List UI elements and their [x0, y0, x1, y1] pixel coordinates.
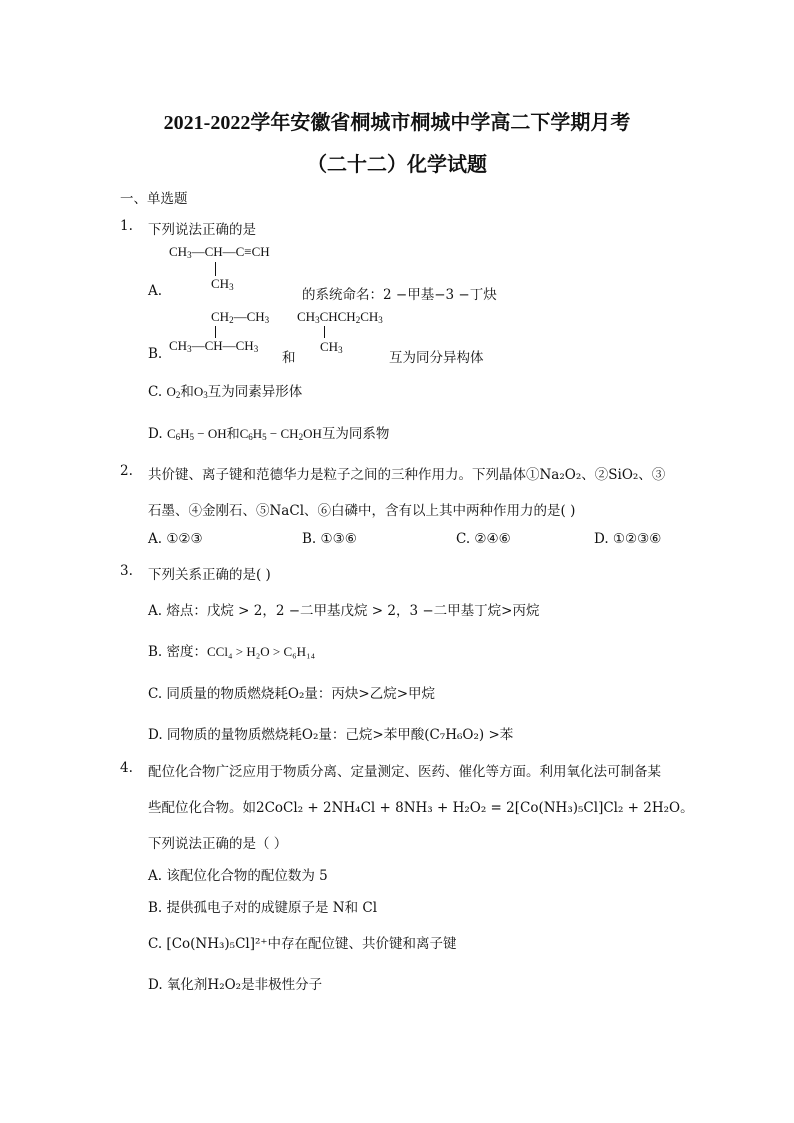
q4-stem-line3: 下列说法正确的是（ ） [148, 836, 288, 852]
page-title-line2: （二十二）化学试题 [307, 154, 487, 176]
q1b-structure1-top: $CH_2—CH_3$ [211, 309, 270, 325]
q3-number: 3. [120, 563, 133, 579]
q4-option-c: C. [Co(NH₃)₅Cl]²⁺中存在配位键、共价键和离子键 [148, 936, 457, 952]
q1-stem: 下列说法正确的是 [148, 222, 256, 238]
q2-option-d: D. ①②③⑥ [594, 531, 662, 547]
q4-stem-line2: 些配位化合物。如2CoCl₂ + 2NH₄Cl + 8NH₃ + H₂O₂ = 2[Co(NH₃)₅Cl]Cl₂ + 2H₂O。 [148, 800, 694, 816]
page-title-line1: 2021-2022学年安徽省桐城市桐城中学高二下学期月考 [163, 112, 631, 134]
q4-option-b: B. 提供孤电子对的成键原子是 N和 Cl [148, 900, 378, 916]
q1-option-d [148, 422, 389, 442]
q2-number: 2. [120, 463, 133, 479]
q1-option-c-label: C. [148, 384, 163, 400]
q2-stem-line1: 共价键、离子键和范德华力是粒子之间的三种作用力。下列晶体①Na₂O₂、②SiO₂、③ [148, 467, 666, 483]
q2-option-a: A. ①②③ [148, 531, 203, 547]
q2-option-b: B. ①③⑥ [302, 531, 357, 547]
q4-stem-line1: 配位化合物广泛应用于物质分离、定量测定、医药、催化等方面。利用氧化法可制备某 [148, 764, 661, 780]
q1-option-d-label: D. [148, 426, 163, 442]
q1a-structure-methyl: $CH_3$ [211, 276, 234, 292]
q1a-structure-top: $CH_3—CH—C\equiv CH$ [169, 244, 270, 260]
q1b-bond1 [215, 326, 216, 338]
q1b-structure2-main: $CH_3CHCH_2CH_3$ [297, 309, 383, 325]
q3-stem: 下列关系正确的是( ) [148, 567, 271, 583]
q1-option-b-text: 互为同分异构体 [389, 350, 484, 366]
q3-option-a: A. 熔点：戊烷 > 2，2 −二甲基戊烷 > 2，3 −二甲基丁烷>丙烷 [148, 603, 540, 619]
q1-option-c-text: 互为同素异形体 [207, 384, 303, 400]
q1-option-a-text: 的系统命名：2 −甲基−3 −丁炔 [302, 287, 497, 303]
q3-option-b-formula: CCl₄ > H₂O > C₆H₁₄ [207, 644, 316, 659]
q1-option-b-and: 和 [282, 350, 296, 366]
q3-option-c: C. 同质量的物质燃烧耗O₂量：丙炔>乙烷>甲烷 [148, 686, 436, 702]
q1b-structure1-main: $CH_3—CH—CH_3$ [169, 338, 259, 354]
q4-number: 4. [120, 760, 133, 776]
q2-option-c: C. ②④⑥ [456, 531, 511, 547]
q1a-bond [215, 262, 216, 276]
q4-option-d: D. 氧化剂H₂O₂是非极性分子 [148, 977, 323, 993]
q1-option-d-text: 互为同系物 [321, 426, 390, 442]
q1-option-c-mid: 和 [180, 384, 194, 400]
q1-option-a-label: A. [148, 283, 163, 299]
section-heading: 一、单选题 [120, 191, 188, 207]
q1-option-b-label: B. [148, 346, 163, 362]
q1b-structure2-methyl: $CH_3$ [320, 339, 343, 355]
q1b-bond2 [324, 326, 325, 338]
q3-option-b-label: B. 密度： [148, 644, 208, 660]
q1-option-c-formula1: $O_2$ [166, 384, 181, 400]
q1-option-c-formula2: $O_3$ [193, 384, 208, 400]
q4-option-a: A. 该配位化合物的配位数为 5 [148, 868, 328, 884]
q3-option-d: D. 同物质的量物质燃烧耗O₂量：己烷>苯甲酸(C₇H₆O₂) >苯 [148, 727, 514, 743]
q1-option-d-formula: $C_6H_5$ − OH和$C_6H_5 - CH_2OH$ [166, 426, 322, 442]
q1-number: 1. [120, 218, 133, 234]
q3-option-b [148, 640, 315, 660]
q1-option-c [148, 380, 302, 400]
q2-stem-line2: 石墨、④金刚石、⑤NaCl、⑥白磷中，含有以上其中两种作用力的是( ) [148, 503, 576, 519]
